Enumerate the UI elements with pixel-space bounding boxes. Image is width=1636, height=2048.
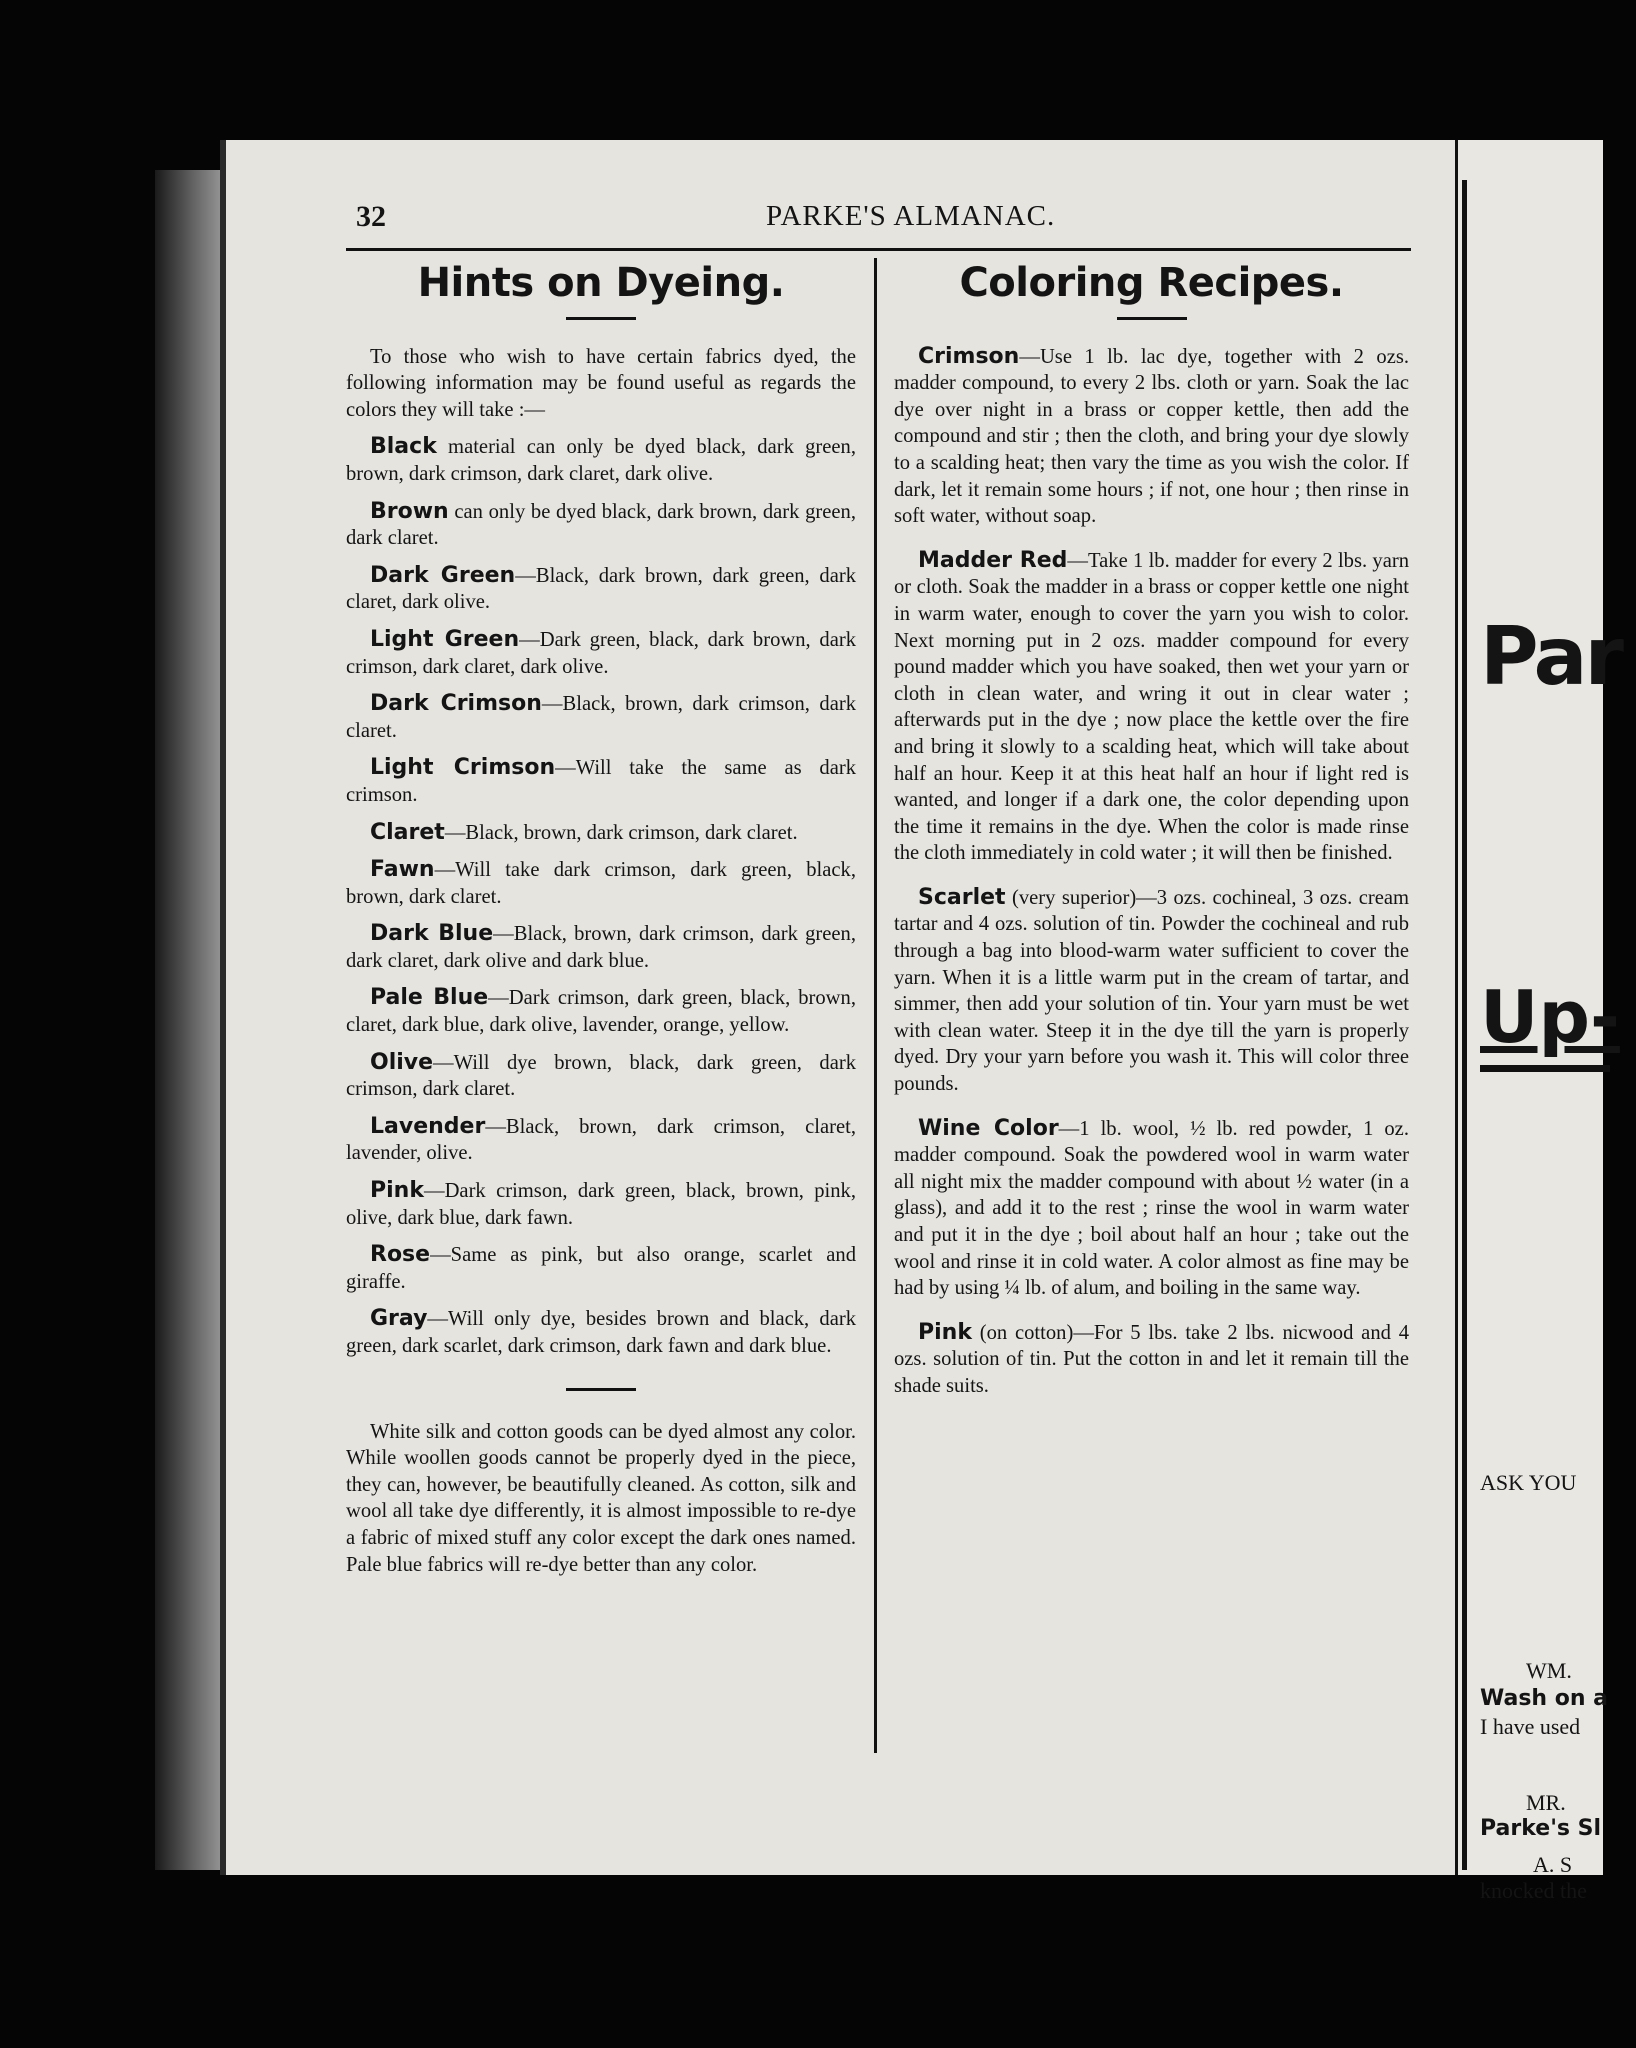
entry-text: —Will only dye, besides brown and black, dark green, dark scarlet, dark crimson, dark fawn and dark blue. [346, 1308, 856, 1357]
dye-entry [346, 499, 856, 552]
running-head: PARKE'S ALMANAC. [766, 200, 1056, 232]
recipe-entry [894, 1116, 1409, 1302]
dye-entry [346, 691, 856, 744]
almanac-page [220, 140, 1461, 1875]
facing-page-title: Par [1480, 610, 1621, 703]
column-divider [874, 258, 877, 1753]
entry-term: Rose [370, 1242, 431, 1268]
facing-page-line: Wash on a [1480, 1686, 1609, 1711]
entry-text: —Will take dark crimson, dark green, black, brown, dark claret. [346, 859, 856, 908]
entry-term: Fawn [370, 857, 435, 883]
entry-term: Brown [370, 498, 449, 524]
entry-text: —Black, brown, dark crimson, dark claret. [346, 693, 857, 742]
recipe-text: (on cotton)—For 5 lbs. take 2 lbs. nicwood and 4 ozs. solution of tin. Put the cotton in and let it remain till the shade suits. [894, 1321, 1409, 1397]
entry-term: Pale Blue [370, 985, 489, 1011]
entry-text: —Dark green, black, dark brown, dark crimson, dark claret, dark olive. [346, 628, 856, 678]
dye-entry [346, 857, 856, 910]
facing-page-fragment [1455, 140, 1621, 1903]
entry-term: Gray [370, 1306, 428, 1332]
entry-text: —Black, brown, dark crimson, claret, lavender, olive. [346, 1115, 856, 1165]
entry-text: can only be dyed black, dark brown, dark green, dark claret. [346, 500, 856, 550]
dye-entry [346, 1178, 856, 1231]
intro-paragraph: To those who wish to have certain fabrics dyed, the following information may be found useful as regards the colors they will take :— [346, 345, 856, 421]
recipe-term: Madder Red [918, 547, 1068, 573]
dye-entry [346, 921, 856, 974]
entry-term: Olive [370, 1049, 434, 1075]
book-spine-edge [155, 170, 225, 1870]
entry-term: Dark Crimson [370, 691, 542, 717]
dye-entry [346, 627, 856, 680]
entry-term: Claret [370, 819, 445, 845]
recipe-text: —Take 1 lb. madder for every 2 lbs. yarn or cloth. Soak the madder in a brass or copper kettle one night in warm water, enough to cover the yarn you wish to color. Next morning put in 2 ozs. madder compound for every pound madder which you have soaked, then wet your yarn or cloth in clean water, and wring it out in clear water ; afterwards put in the dye ; now place the kettle over the fire and bring it slowly to a scalding heat, which will take about half an hour. Keep it at this heat half an hour if light red is wanted, and longer if a dark one, the color depending upon the time it remains in the dye. When the color is made rinse the cloth immediately in cold water ; it will then be finished. [894, 549, 1409, 865]
facing-page-line: MR. [1526, 1790, 1566, 1815]
header-rule [346, 248, 1411, 251]
recipe-text: (very superior)—3 ozs. cochineal, 3 ozs. cream tartar and 4 ozs. solution of tin. Powder the cochineal and rub through a bag into blood-warm water sufficient to cover the yarn. When it is a little warm put in the cream of tartar, and simmer, then add your solution of tin. Your yarn must be wet with clean water. Steep it in the dye till the yarn is properly dyed. Dry your yarn before you wash it. This will color three pounds. [894, 886, 1409, 1096]
entry-term: Light Green [370, 626, 520, 652]
recipe-text: —1 lb. wool, ½ lb. red powder, 1 oz. madder compound. Soak the powdered wool in warm water all night mix the madder compound with about ½ water (in a glass), and add it to the rest ; rinse the wool in warm water and put it in the dye ; boil about half an hour ; take out the wool and rinse it in cold water. A color almost as fine may be had by using ¼ lb. of alum, and boiling in the same way. [894, 1117, 1409, 1300]
entry-text: —Will dye brown, black, dark green, dark crimson, dark claret. [346, 1051, 856, 1101]
coloring-recipes-column [894, 260, 1409, 1411]
right-column-title: Coloring Recipes. [959, 260, 1344, 306]
recipe-entry [894, 885, 1409, 1098]
entry-text: —Black, brown, dark crimson, dark claret. [444, 821, 798, 844]
entry-term: Dark Green [370, 562, 516, 588]
dye-entry [346, 434, 856, 487]
dye-entry [346, 1242, 856, 1295]
recipe-term: Crimson [918, 343, 1020, 369]
recipe-entry [894, 344, 1409, 530]
entry-text: —Will take the same as dark crimson. [346, 757, 856, 806]
dye-entry [346, 1114, 856, 1167]
entry-term: Light Crimson [370, 755, 556, 781]
entry-text: —Black, brown, dark crimson, dark green, dark claret, dark olive and dark blue. [346, 923, 856, 972]
entry-text: —Black, dark brown, dark green, dark claret, dark olive. [346, 564, 856, 614]
entry-term: Lavender [370, 1113, 486, 1139]
facing-page-line: WM. [1526, 1658, 1572, 1683]
entry-text: material can only be dyed black, dark green, brown, dark crimson, dark claret, dark olive. [346, 436, 856, 485]
dye-entry [346, 985, 856, 1038]
recipe-term: Scarlet [918, 884, 1006, 910]
page-number: 32 [356, 200, 386, 233]
recipe-term: Pink [918, 1319, 972, 1345]
facing-page-line: I have used [1480, 1714, 1581, 1739]
recipe-text: —Use 1 lb. lac dye, together with 2 ozs. madder compound, to every 2 lbs. cloth or yarn. Soak the lac dye over night in a brass or copper kettle, then add the compound and stir ; then the cloth, and bring your dye slowly to a scalding heat; then vary the time as you wish the color. If dark, let it remain some hours ; if not, one hour ; then rinse in soft water, without soap. [894, 345, 1409, 528]
title-rule [566, 317, 636, 320]
facing-page-line: Parke's Sl [1480, 1816, 1602, 1841]
facing-page-line: ASK YOU [1480, 1470, 1577, 1495]
dye-entry [346, 563, 856, 616]
page-header [356, 200, 1636, 240]
facing-page-line: knocked the [1480, 1878, 1587, 1903]
entry-text: —Same as pink, but also orange, scarlet and giraffe. [346, 1244, 856, 1293]
entry-term: Black [370, 434, 437, 460]
section-rule [566, 1388, 636, 1391]
dye-entry [346, 1050, 856, 1103]
dye-entry [346, 755, 856, 808]
recipe-entry [894, 548, 1409, 867]
entry-text: —Dark crimson, dark green, black, brown, claret, dark blue, dark olive, lavender, orange, yellow. [346, 987, 856, 1037]
closing-paragraph: White silk and cotton goods can be dyed almost any color. While woollen goods cannot be properly dyed in the piece, they can, however, be beautifully cleaned. As cotton, silk and wool all take dye differently, it is almost impossible to re-dye a fabric of mixed stuff any color except the dark ones named. Pale blue fabrics will re-dye better than any color. [346, 1420, 856, 1576]
facing-page-rule [1480, 1065, 1610, 1072]
facing-page-line: A. S [1533, 1852, 1573, 1877]
entry-term: Dark Blue [370, 921, 494, 947]
entry-term: Pink [370, 1178, 424, 1204]
title-rule [1117, 317, 1187, 320]
hints-on-dyeing-column [346, 260, 857, 1589]
facing-page-heading: Up- [1480, 975, 1620, 1059]
recipe-term: Wine Color [918, 1115, 1059, 1141]
dye-entry [346, 1306, 856, 1359]
dye-entry [346, 820, 856, 847]
facing-page-border [1462, 180, 1467, 1870]
left-column-title: Hints on Dyeing. [417, 260, 785, 306]
entry-text: —Dark crimson, dark green, black, brown, pink, olive, dark blue, dark fawn. [346, 1180, 856, 1229]
recipe-entry [894, 1320, 1409, 1400]
